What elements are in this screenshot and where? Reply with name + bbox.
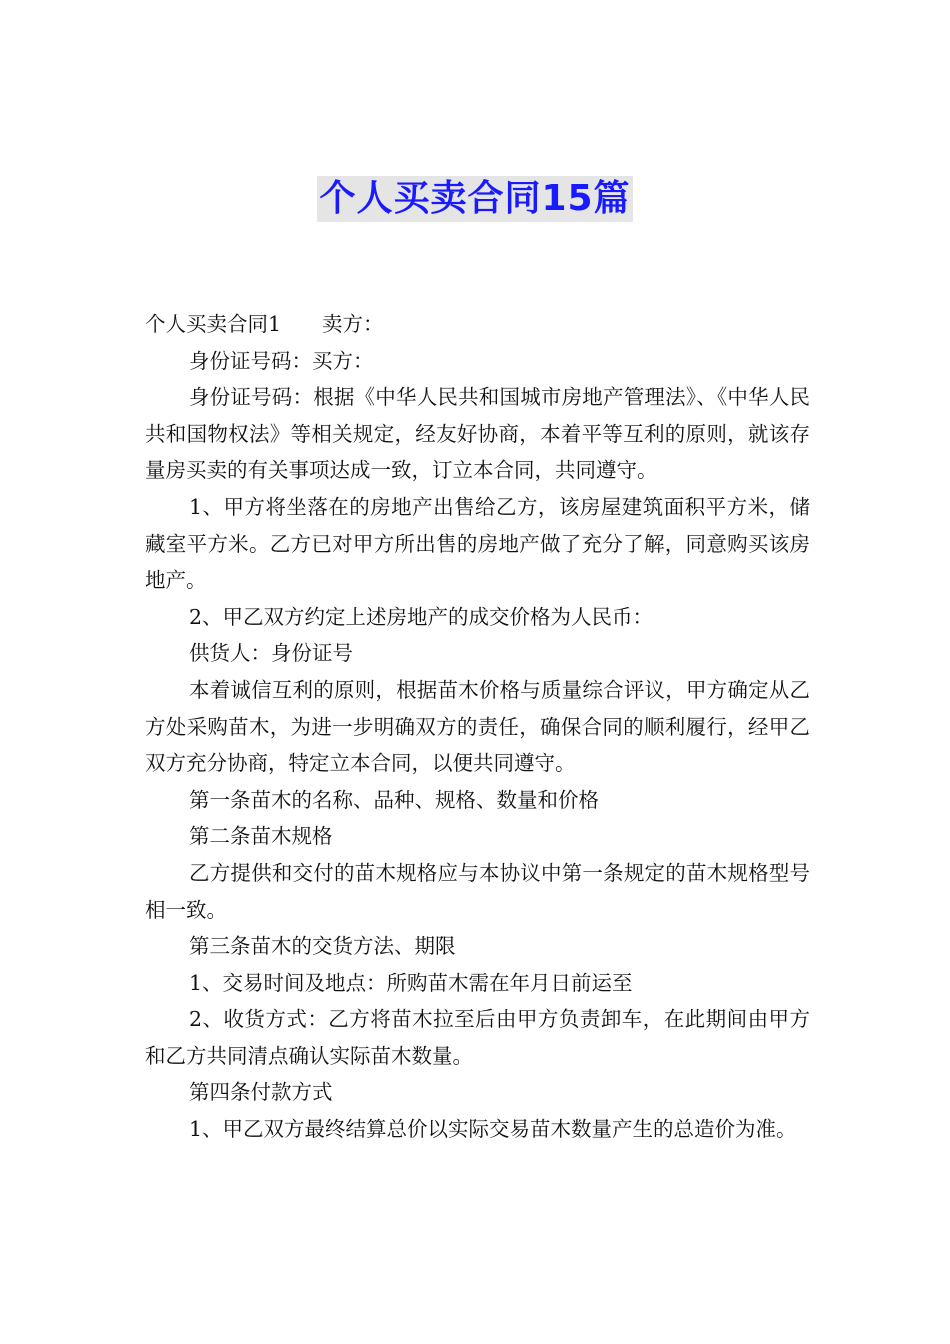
paragraph: 供货人：身份证号 [189,641,353,666]
paragraph: 1、交易时间及地点：所购苗木需在年月日前运至 [189,970,633,995]
title-container [0,176,950,222]
document-body [145,306,810,1148]
paragraph: 2、收货方式：乙方将苗木拉至后由甲方负责卸车，在此期间由甲方和乙方共同清点确认实际苗木数量。 [145,1007,810,1068]
paragraph: 身份证号码：根据《中华人民共和国城市房地产管理法》、《中华人民共和国物权法》等相关规定，经友好协商，本着平等互利的原则，就该存量房买卖的有关事项达成一致，订立本合同，共同遵守。 [145,385,810,483]
paragraph: 第二条苗木规格 [189,824,333,849]
paragraph: 乙方提供和交付的苗木规格应与本协议中第一条规定的苗木规格型号相一致。 [145,860,810,922]
paragraph: 本着诚信互利的原则，根据苗木价格与质量综合评议，甲方确定从乙方处采购苗木，为进一步明确双方的责任，确保合同的顺利履行，经甲乙双方充分协商，特定立本合同，以便共同遵守。 [145,677,810,776]
paragraph: 身份证号码：买方： [189,348,374,373]
paragraph: 第四条付款方式 [189,1080,333,1105]
paragraph: 2、甲乙双方约定上述房地产的成交价格为人民币： [189,604,654,629]
paragraph: 1、甲乙双方最终结算总价以实际交易苗木数量产生的总造价为准。 [189,1117,797,1142]
contract-heading-line: 个人买卖合同1 卖方： [145,312,384,336]
document-title: 个人买卖合同15篇 [317,176,632,222]
paragraph: 1、甲方将坐落在的房地产出售给乙方，该房屋建筑面积平方米，储藏室平方米。乙方已对甲方所出售的房地产做了充分了解，同意购买该房地产。 [145,494,810,593]
paragraph: 第三条苗木的交货方法、期限 [189,934,456,959]
paragraph: 第一条苗木的名称、品种、规格、数量和价格 [189,787,599,812]
